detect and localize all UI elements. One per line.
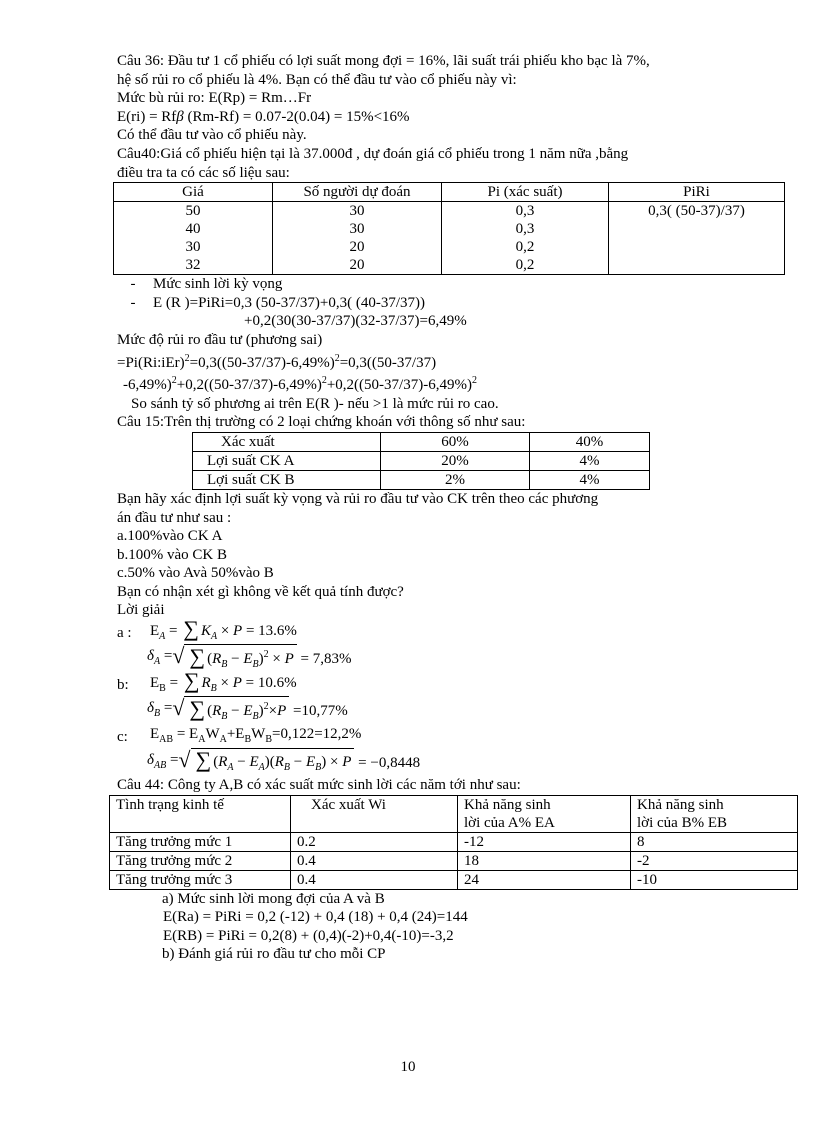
formula-a-risk: $\delta_A$ = √ ∑ $(R_B - E_B)^2 \times P$ = 7,83% xyxy=(117,646,807,672)
formula-result: 13.6% xyxy=(258,623,297,640)
table-cell: 60% xyxy=(381,432,530,451)
table-cell xyxy=(609,220,785,238)
table-cell: 2% xyxy=(381,470,530,489)
table-row xyxy=(110,851,798,870)
table-cell: 0,2 xyxy=(442,256,609,275)
q44-table xyxy=(109,795,798,890)
formula-result: 7,83% xyxy=(312,650,352,667)
exponent: 2 xyxy=(471,375,477,387)
q15-ask2: án đầu tư như sau : xyxy=(117,509,232,526)
q15-ask3: Bạn có nhận xét gì không về kết quả tính được? xyxy=(117,583,404,600)
table-header-cell xyxy=(458,795,631,832)
table-header-row xyxy=(114,183,785,202)
exponent: 2 xyxy=(321,375,327,387)
formula-label: b: xyxy=(117,676,129,693)
table-header-cell: PiRi xyxy=(609,183,785,202)
table-cell: 30 xyxy=(273,202,442,221)
table-cell: 0,3 xyxy=(442,220,609,238)
exponent: 2 xyxy=(171,375,177,387)
table-cell: 4% xyxy=(530,470,650,489)
formula-result: 10,77% xyxy=(301,702,348,719)
bullet-text: Mức sinh lời kỳ vọng xyxy=(153,276,283,293)
formula-result: −0,8448 xyxy=(370,754,421,771)
formula-result: 10.6% xyxy=(257,675,297,692)
table-cell: Xác xuất xyxy=(193,432,381,451)
q15-opt-c: c.50% vào Avà 50%vào B xyxy=(117,565,274,582)
table-row xyxy=(193,432,650,451)
table-cell: 50 xyxy=(114,202,273,221)
table-row xyxy=(193,451,650,470)
formula-result: 0,122=12,2% xyxy=(280,725,362,742)
table-cell: Tăng trưởng mức 3 xyxy=(110,870,291,889)
formula-c-risk: $\delta_{AB}$ = √ ∑ $(R_A - E_A)(R_B - E_B) \times P$ = −0,8448 xyxy=(117,750,807,776)
q40-variance-line1 xyxy=(117,350,807,373)
q40-risk-title: Mức độ rủi ro đầu tư (phương sai) xyxy=(117,331,323,348)
table-cell: 8 xyxy=(631,832,798,851)
beta-symbol: β xyxy=(176,108,184,125)
q36-line1: Câu 36: Đầu tư 1 cổ phiếu có lợi suất mong đợi = 16%, lãi suất trái phiếu kho bạc là 7%, xyxy=(117,53,650,69)
q40-line2: điều tra ta có các số liệu sau: xyxy=(117,164,290,181)
bullet-item: - Mức sinh lời kỳ vọng xyxy=(130,276,283,293)
table-row xyxy=(110,870,798,889)
q36-line4-a: E(ri) = Rf xyxy=(117,108,177,125)
header-text: Xác xuất Wi xyxy=(311,796,386,813)
header-text: Tình trạng kinh tế xyxy=(116,796,224,813)
q36-line3: Mức bù rủi ro: E(Rp) = Rm…Fr xyxy=(117,90,312,107)
exponent: 2 xyxy=(184,352,190,364)
table-row xyxy=(110,832,798,851)
table-cell: 18 xyxy=(458,851,631,870)
table-cell: 30 xyxy=(114,238,273,256)
page-number: 10 xyxy=(400,1059,416,1075)
table-cell xyxy=(609,256,785,275)
header-text: lời của A% EA xyxy=(464,814,555,831)
table-header-cell: Giá xyxy=(114,183,273,202)
table-cell: 0.2 xyxy=(291,832,458,851)
q40-table xyxy=(113,182,785,275)
q40-compare: So sánh tỷ số phương ai trên E(R )- nếu >1 là mức rủi ro cao. xyxy=(131,395,499,412)
table-row xyxy=(193,470,650,489)
var-text: +0,2((50-37/37)-6,49%) xyxy=(326,377,472,394)
q44-ea: E(Ra) = PiRi = 0,2 (-12) + 0,4 (18) + 0,4 (24)=144 xyxy=(163,909,468,926)
table-cell: Tăng trưởng mức 1 xyxy=(110,832,291,851)
header-text: Khả năng sinh xyxy=(637,796,724,813)
table-cell: Lợi suất CK B xyxy=(193,470,381,489)
var-text: +0,2((50-37/37)-6,49%) xyxy=(176,377,322,394)
table-cell: Lợi suất CK A xyxy=(193,451,381,470)
q15-solution: Lời giải xyxy=(117,602,165,619)
table-header-cell xyxy=(110,795,291,832)
table-header-cell: Pi (xác suất) xyxy=(442,183,609,202)
q44-title: Câu 44: Công ty A,B có xác suất mức sinh lời các năm tới như sau: xyxy=(117,777,521,794)
var-text: =0,3((50-37/37)-6,49%) xyxy=(189,354,335,371)
table-cell: 30 xyxy=(273,220,442,238)
q44-eb: E(RB) = PiRi = 0,2(8) + (0,4)(-2)+0,4(-10)=-3,2 xyxy=(163,927,454,944)
table-cell: 32 xyxy=(114,256,273,275)
table-cell: Tăng trưởng mức 2 xyxy=(110,851,291,870)
formula-c-expected: c: $E_{AB} = E_AW_A+E_BW_B=0,122=12,2\%$ xyxy=(117,725,362,745)
q44-b-title: b) Đánh giá rủi ro đầu tư cho mỗi CP xyxy=(162,946,386,963)
formula-a-expected: a : $E_A$ = ∑ $K_A \times P = 13.6\%$ xyxy=(117,616,297,643)
table-cell: 0,3( (50-37)/37) xyxy=(609,202,785,221)
table-row xyxy=(114,220,785,238)
table-header-row xyxy=(110,795,798,832)
table-header-cell xyxy=(291,795,458,832)
header-text: lời của B% EB xyxy=(637,814,727,831)
q40-continuation: +0,2(30(30-37/37)(32-37/37)=6,49% xyxy=(244,313,467,330)
table-cell: 20 xyxy=(273,238,442,256)
document-page xyxy=(117,52,807,964)
formula-b-risk: $\delta_B$ = √ ∑ $(R_B - E_B)^2\times P$ =10,77% xyxy=(117,698,807,724)
table-cell: 40 xyxy=(114,220,273,238)
q36-line2: hệ số rủi ro cổ phiếu là 4%. Bạn có thể đầu tư vào cổ phiếu này vì: xyxy=(117,71,517,88)
table-cell: 0.4 xyxy=(291,851,458,870)
q36-line4 xyxy=(117,108,807,127)
table-cell: -10 xyxy=(631,870,798,889)
table-cell: 20% xyxy=(381,451,530,470)
table-cell: 20 xyxy=(273,256,442,275)
table-cell: 0,3 xyxy=(442,202,609,221)
table-cell: 0,2 xyxy=(442,238,609,256)
table-cell: -2 xyxy=(631,851,798,870)
table-row xyxy=(114,202,785,221)
table-cell: 40% xyxy=(530,432,650,451)
q36-line5: Có thể đầu tư vào cổ phiếu này. xyxy=(117,127,307,144)
q15-opt-a: a.100%vào CK A xyxy=(117,528,223,545)
var-text: -6,49%) xyxy=(123,377,172,394)
exponent: 2 xyxy=(334,352,340,364)
formula-label: c: xyxy=(117,728,128,745)
formula-b-expected: b: $E_B$ = ∑ $R_B \times P = 10.6\%$ xyxy=(117,668,297,695)
bullet-text: E (R )=PiRi=0,3 (50-37/37)+0,3( (40-37/37)) xyxy=(153,294,426,311)
table-row xyxy=(114,238,785,256)
q15-table xyxy=(192,432,650,490)
table-cell: 4% xyxy=(530,451,650,470)
table-cell: -12 xyxy=(458,832,631,851)
var-text: =0,3((50-37/37) xyxy=(339,354,437,371)
q15-title: Câu 15:Trên thị trường có 2 loại chứng khoán với thông số như sau: xyxy=(117,414,526,431)
q15-ask1: Bạn hãy xác định lợi suất kỳ vọng và rủi ro đầu tư vào CK trên theo các phương xyxy=(117,490,599,507)
q40-variance-line2 xyxy=(117,372,807,395)
var-text: =Pi(Ri:iEr) xyxy=(117,354,185,371)
header-text: Khả năng sinh xyxy=(464,796,551,813)
table-header-cell: Số người dự đoán xyxy=(273,183,442,202)
table-header-cell xyxy=(631,795,798,832)
q36-line4-b: (Rm-Rf) = 0.07-2(0.04) = 15%<16% xyxy=(183,108,410,125)
q15-opt-b: b.100% vào CK B xyxy=(117,546,227,563)
formula-label: a : xyxy=(117,624,132,641)
q44-a-title: a) Mức sinh lời mong đợi của A và B xyxy=(162,890,385,907)
bullet-item: - E (R )=PiRi=0,3 (50-37/37)+0,3( (40-37/37)) xyxy=(130,294,426,311)
table-cell: 24 xyxy=(458,870,631,889)
table-row xyxy=(114,256,785,275)
table-cell: 0.4 xyxy=(291,870,458,889)
q40-line1: Câu40:Giá cổ phiếu hiện tại là 37.000đ , dự đoán giá cổ phiếu trong 1 năm nữa ,bằng xyxy=(117,145,629,162)
table-cell xyxy=(609,238,785,256)
